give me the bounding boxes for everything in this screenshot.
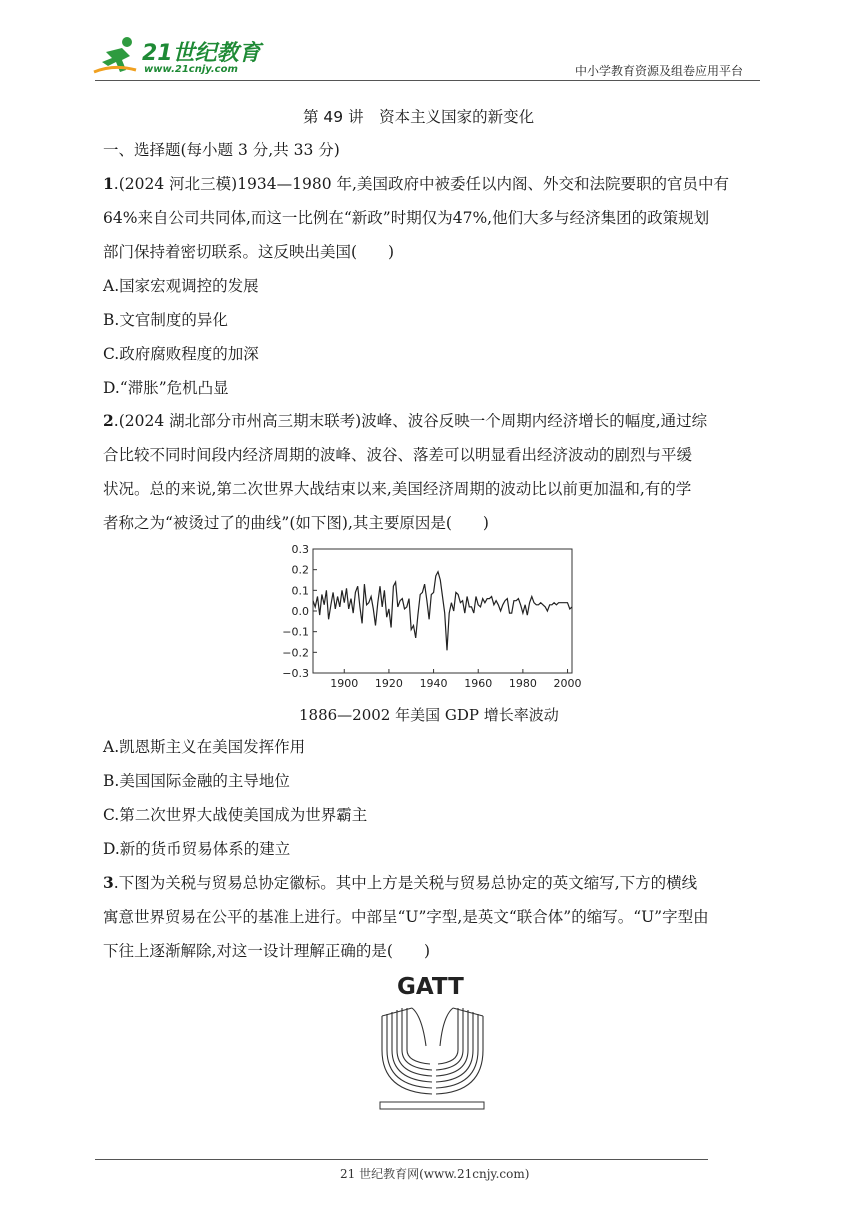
x-tick-label: 2000 <box>553 677 582 690</box>
gdp-series-line <box>313 572 572 651</box>
x-tick-label: 1980 <box>508 677 537 690</box>
question-1-option-a: A.国家宏观调控的发展 <box>103 277 259 295</box>
question-3-line-3: 下往上逐渐解除,对这一设计理解正确的是( ) <box>103 942 431 960</box>
question-3-line-1 <box>103 873 697 893</box>
gatt-logo-text: GATT <box>397 974 464 1000</box>
gdp-growth-chart <box>270 540 590 692</box>
page-title: 第 49 讲 资本主义国家的新变化 <box>303 108 535 126</box>
question-3-text: .下图为关税与贸易总协定徽标。其中上方是关税与贸易总协定的英文缩写,下方的横线 <box>113 874 698 892</box>
gatt-u-emblem <box>370 1006 500 1114</box>
y-tick-label: 0.2 <box>291 563 309 577</box>
question-1-option-b: B.文官制度的异化 <box>103 311 228 329</box>
footer-rule <box>95 1159 708 1160</box>
x-tick-label: 1920 <box>374 677 403 690</box>
footer-text: 21 世纪教育网(www.21cnjy.com) <box>340 1167 530 1181</box>
y-tick-label: 0.3 <box>291 543 309 556</box>
logo-url-text: www.21cnjy.com <box>144 64 238 75</box>
question-3-line-2: 寓意世界贸易在公平的基准上进行。中部呈“U”字型,是英文“联合体”的缩写。“U”字型由 <box>103 908 709 926</box>
question-2-line-2: 合比较不同时间段内经济周期的波峰、波谷、落差可以明显看出经济波动的剧烈与平缓 <box>103 446 693 464</box>
y-tick-label: 0.0 <box>291 605 309 618</box>
question-3-number: 3 <box>103 873 114 892</box>
x-tick-label: 1940 <box>419 677 448 690</box>
question-2-option-a: A.凯恩斯主义在美国发挥作用 <box>103 738 306 756</box>
question-2-text: .(2024 湖北部分市州高三期末联考)波峰、波谷反映一个周期内经济增长的幅度,通过综 <box>113 412 708 430</box>
question-2-number: 2 <box>103 411 114 430</box>
section-heading: 一、选择题(每小题 3 分,共 33 分) <box>103 141 340 159</box>
y-tick-label: 0.1 <box>291 584 309 598</box>
x-tick-label: 1900 <box>330 677 359 690</box>
question-1-option-d: D.“滞胀”危机凸显 <box>103 379 229 397</box>
question-1-text: .(2024 河北三模)1934—1980 年,美国政府中被委任以内阁、外交和法院要职的官员中有 <box>113 175 729 193</box>
header-slogan: 中小学教育资源及组卷应用平台 <box>575 64 744 78</box>
chart-plot-frame <box>313 549 572 673</box>
runner-icon <box>92 36 142 78</box>
gatt-base-line <box>380 1102 484 1109</box>
question-2-option-b: B.美国国际金融的主导地位 <box>103 772 290 790</box>
chart-caption: 1886—2002 年美国 GDP 增长率波动 <box>299 706 559 724</box>
y-tick-label: −0.3 <box>282 667 309 680</box>
question-2-line-3: 状况。总的来说,第二次世界大战结束以来,美国经济周期的波动比以前更加温和,有的学 <box>103 480 692 498</box>
question-2-option-c: C.第二次世界大战使美国成为世界霸主 <box>103 806 368 824</box>
question-2-line-1 <box>103 411 707 431</box>
question-1-option-c: C.政府腐败程度的加深 <box>103 345 259 363</box>
question-1-number: 1 <box>103 174 114 193</box>
y-tick-label: −0.1 <box>282 625 309 639</box>
x-tick-label: 1960 <box>464 677 493 690</box>
question-2-option-d: D.新的货币贸易体系的建立 <box>103 840 291 858</box>
gatt-logo <box>370 972 500 1114</box>
header-rule <box>95 80 760 81</box>
y-tick-label: −0.2 <box>282 646 309 660</box>
question-1-line-3: 部门保持着密切联系。这反映出美国( ) <box>103 243 395 261</box>
question-2-line-4: 者称之为“被烫过了的曲线”(如下图),其主要原因是( ) <box>103 514 489 532</box>
question-1-line-2: 64%来自公司共同体,而这一比例在“新政”时期仅为47%,他们大多与经济集团的政策规划 <box>103 209 710 227</box>
logo-main-text: 21世纪教育 <box>142 41 261 66</box>
question-1-line-1 <box>103 174 729 194</box>
site-logo <box>92 34 262 82</box>
